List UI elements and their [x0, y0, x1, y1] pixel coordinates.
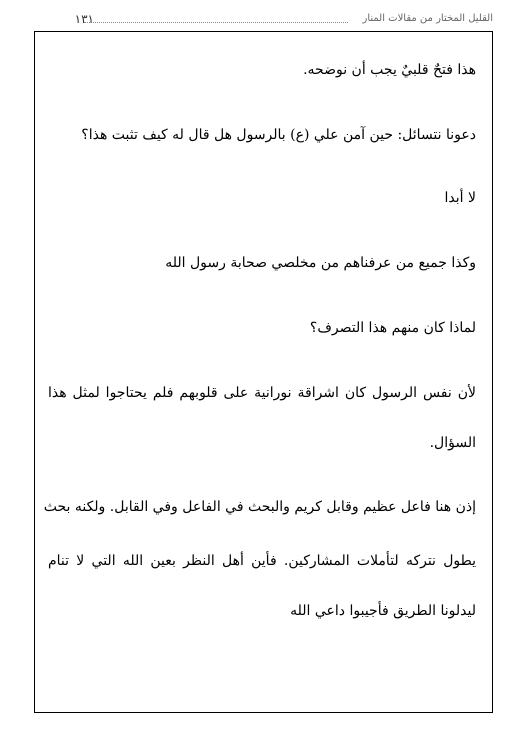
text-line-9: يطول نتركه لتأملات المشاركين. فأين أهل النظر بعين الله التي لا تنام [48, 553, 476, 569]
text-line-3: لا أبدا [444, 190, 476, 206]
page-number: ١٣١ [74, 12, 94, 26]
header-rule [84, 22, 348, 23]
text-line-6: لأن نفس الرسول كان اشراقة نورانية على قلوبهم فلم يحتاجوا لمثل هذا [48, 385, 476, 401]
text-line-1: هذا فتحٌ قلبيٌ يجب أن نوضحه. [303, 62, 476, 78]
text-line-4: وكذا جميع من عرفناهم من مخلصي صحابة رسول الله [165, 255, 476, 271]
text-line-8: إذن هنا فاعل عظيم وقابل كريم والبحث في الفاعل وفي القابل. ولكنه بحث [43, 499, 476, 515]
running-title: القليل المختار من مقالات المنار [362, 13, 493, 24]
text-line-5: لماذا كان منهم هذا التصرف؟ [309, 320, 476, 336]
text-line-2: دعونا نتسائل: حين آمن علي (ع) بالرسول هل قال له كيف تثبت هذا؟ [81, 127, 476, 143]
page-header [34, 12, 493, 28]
text-line-7: السؤال. [429, 435, 476, 451]
text-line-10: ليدلونا الطريق فأجيبوا داعي الله [290, 603, 476, 619]
